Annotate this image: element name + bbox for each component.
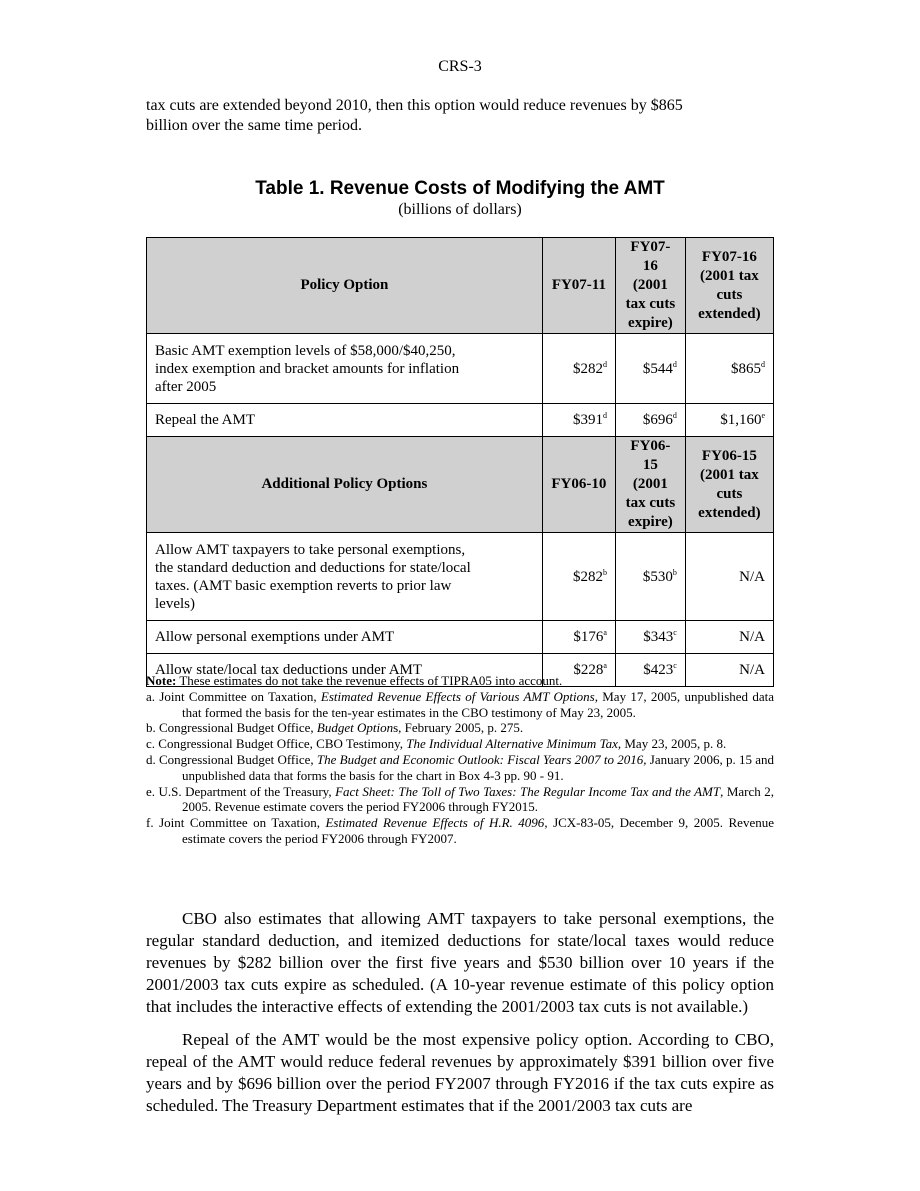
footnote-mark: d — [672, 411, 677, 420]
footnote-mark: b — [602, 567, 607, 577]
header-fy06-10: FY06-10 — [542, 437, 615, 533]
footnote-text: e. U.S. Department of the Treasury, — [146, 783, 336, 799]
header-fy07-11: FY07-11 — [542, 238, 615, 334]
intro-line-2: billion over the same time period. — [146, 117, 362, 134]
table-notes — [146, 673, 774, 847]
revenue-costs-table — [146, 237, 774, 687]
value-cell — [615, 334, 685, 404]
header-line: FY06-15 — [630, 438, 671, 473]
table-row — [147, 334, 774, 404]
value-cell — [542, 621, 615, 654]
footnote-f — [146, 815, 774, 847]
footnote-title: Estimated Revenue Effects of Various AMT Options — [320, 688, 595, 704]
footnote-mark: b — [672, 567, 677, 577]
footnote-text: a. Joint Committee on Taxation, — [146, 688, 321, 704]
note-text: These estimates do not take the revenue effects of TIPRA05 into account. — [176, 673, 563, 688]
footnote-mark: d — [672, 359, 677, 369]
footnote-text: d. Congressional Budget Office, — [146, 751, 317, 767]
footnote-mark: d — [761, 359, 765, 369]
footnote-a — [146, 689, 774, 721]
table-header-row — [147, 437, 774, 533]
footnote-text: f. Joint Committee on Taxation, — [146, 815, 326, 831]
value: $696 — [642, 412, 673, 428]
footnote-title: The Individual Alternative Minimum Tax — [406, 736, 618, 752]
policy-cell — [147, 404, 543, 437]
value-cell — [542, 533, 615, 621]
value: $423 — [643, 662, 674, 678]
header-policy-option: Policy Option — [147, 238, 543, 334]
value-cell — [685, 404, 773, 437]
value: $865 — [731, 360, 761, 377]
footnote-mark: a — [603, 661, 607, 670]
header-line: cuts — [716, 286, 743, 303]
header-line: expire) — [628, 514, 673, 530]
value-cell — [542, 334, 615, 404]
footnote-title: Budget Option — [316, 720, 394, 736]
value-cell — [615, 621, 685, 654]
footnote-text: , May 17, 2005, unpublished data that formed the basis for the ten-year estimates in the CBO testimony of May 23, 2005. — [182, 688, 774, 720]
header-fy07-16-extended — [685, 238, 773, 334]
value: $391 — [572, 412, 603, 428]
header-fy06-15-expire — [615, 437, 685, 533]
footnote-mark: d — [602, 359, 607, 369]
footnote-text: b. Congressional Budget Office, — [146, 720, 317, 736]
value-cell — [685, 533, 773, 621]
value: $530 — [642, 568, 673, 585]
header-line: tax cuts — [625, 495, 676, 511]
table-subtitle: (billions of dollars) — [398, 201, 522, 218]
value-cell — [615, 404, 685, 437]
page-header: CRS-3 — [438, 58, 482, 75]
header-line: FY07-16 — [701, 248, 757, 265]
policy-line: Allow AMT taxpayers to take personal exemptions, — [155, 541, 466, 558]
footnote-mark: e — [761, 411, 765, 420]
footnote-text: s, February 2005, p. 275. — [393, 720, 524, 736]
table-title: Table 1. Revenue Costs of Modifying the AMT — [255, 178, 665, 199]
policy-line: Basic AMT exemption levels of $58,000/$40,250, — [155, 342, 456, 359]
header-line: (2001 tax — [700, 466, 759, 483]
footnote-e — [146, 784, 774, 816]
value: $343 — [643, 629, 674, 645]
policy-line: Allow personal exemptions under AMT — [155, 629, 395, 645]
body-paragraph-2: Repeal of the AMT would be the most expensive policy option. According to CBO, repeal of the AMT would reduce federal revenues by approximately $391 billion over five years and by $696 billion over the period FY2007 through FY2016 if the tax cuts expire as scheduled. The Treasury Department estimates that if the 2001/2003 tax cuts are — [146, 1030, 774, 1115]
footnote-title: The Budget and Economic Outlook: Fiscal Years 2007 to 2016, — [316, 751, 647, 767]
footnote-mark: c — [673, 661, 677, 670]
header-line: extended) — [698, 305, 761, 322]
header-line: expire) — [628, 315, 673, 331]
header-line: FY06-15 — [701, 447, 757, 464]
footnote-text: , May 23, 2005, p. 8. — [617, 736, 727, 752]
value: $176 — [573, 629, 604, 645]
value-cell — [685, 334, 773, 404]
note-label: Note: — [146, 673, 177, 688]
footnote-text: January 2006, p. 15 and unpublished data that forms the basis for the chart in Box 4-3 pp. 90 - 91. — [182, 751, 774, 783]
policy-line: Allow state/local tax deductions under AMT — [155, 662, 423, 678]
header-fy07-16-expire — [615, 238, 685, 334]
value-cell — [615, 533, 685, 621]
note — [146, 673, 774, 689]
footnote-c — [146, 736, 774, 752]
value-cell — [542, 404, 615, 437]
header-line: (2001 — [632, 277, 668, 293]
footnote-b — [146, 720, 774, 736]
body-paragraph-1: CBO also estimates that allowing AMT taxpayers to take personal exemptions, the regular standard deduction, and itemized deductions for state/local taxes would reduce revenues by $282 billion over the first five years and $530 billion over 10 years if the 2001/2003 tax cuts expire as scheduled. (A 10-year revenue estimate of this policy option that includes the interactive effects of extending the 2001/2003 tax cuts is not available.) — [146, 909, 774, 1016]
policy-line: the standard deduction and deductions for state/local — [155, 559, 471, 576]
value: $1,160 — [720, 412, 762, 428]
footnote-d — [146, 752, 774, 784]
value-cell — [685, 621, 773, 654]
footnote-title: Estimated Revenue Effects of H.R. 4096 — [325, 815, 545, 831]
table-row — [147, 621, 774, 654]
value: N/A — [739, 662, 765, 678]
policy-cell — [147, 621, 543, 654]
value: N/A — [739, 629, 765, 645]
header-fy06-15-extended — [685, 437, 773, 533]
header-additional-policy-options: Additional Policy Options — [147, 437, 543, 533]
value: N/A — [739, 568, 765, 585]
intro-paragraph — [146, 96, 774, 136]
policy-line: levels) — [155, 595, 195, 612]
header-line: (2001 tax — [700, 267, 759, 284]
footnote-text: , JCX-83-05, December 9, 2005. Revenue estimate covers the period FY2006 through FY2007. — [182, 815, 774, 846]
policy-line: taxes. (AMT basic exemption reverts to prior law — [155, 577, 452, 594]
table-row — [147, 404, 774, 437]
header-line: FY07-16 — [630, 239, 671, 274]
intro-line-1: tax cuts are extended beyond 2010, then this option would reduce revenues by $865 — [146, 97, 683, 114]
footnote-text: , March 2, 2005. Revenue estimate covers the period FY2006 through FY2015. — [182, 783, 774, 815]
footnote-mark: d — [602, 411, 607, 420]
table-header-row — [147, 238, 774, 334]
footnote-text: c. Congressional Budget Office, CBO Testimony, — [146, 736, 407, 752]
policy-line: index exemption and bracket amounts for inflation — [155, 360, 460, 377]
policy-line: Repeal the AMT — [155, 412, 255, 428]
footnote-mark: c — [673, 628, 677, 637]
policy-cell — [147, 334, 543, 404]
header-line: (2001 — [632, 476, 668, 492]
footnote-mark: a — [603, 628, 607, 637]
table-row — [147, 533, 774, 621]
value: $282 — [572, 568, 603, 585]
policy-line: after 2005 — [155, 378, 217, 395]
header-line: extended) — [698, 504, 761, 521]
policy-cell — [147, 533, 543, 621]
footnote-title: Fact Sheet: The Toll of Two Taxes: The Regular Income Tax and the AMT — [335, 783, 721, 799]
header-line: tax cuts — [625, 296, 676, 312]
value: $544 — [642, 360, 673, 377]
value: $228 — [573, 662, 604, 678]
header-line: cuts — [716, 485, 743, 502]
value: $282 — [572, 360, 603, 377]
